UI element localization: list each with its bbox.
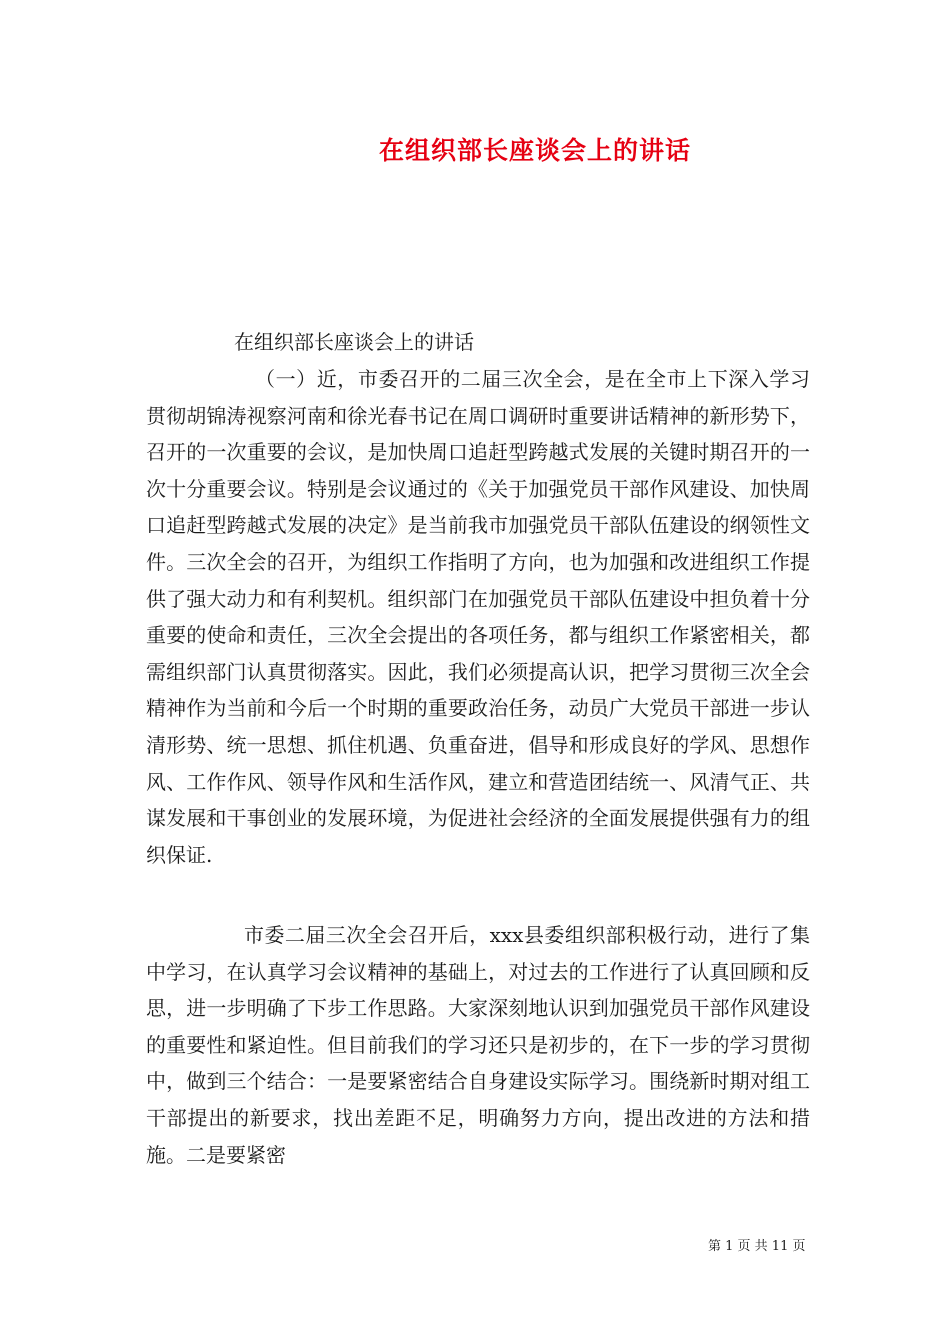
document-subtitle: 在组织部长座谈会上的讲话 bbox=[234, 330, 474, 354]
page-title: 在组织部长座谈会上的讲话 bbox=[378, 136, 691, 165]
body-paragraph-2: 市委二届三次全会召开后，xxx县委组织部积极行动，进行了集中学习，在认真学习会议精神的基础上，对过去的工作进行了认真回顾和反思，进一步明确了下步工作思路。大家深刻地认识到加强党员干部作风建设的重要性和紧迫性。但目前我们的学习还只是初步的，在下一步的学习贯彻中，做到三个结合：一是要紧密结合自身建设实际学习。围绕新时期对组工干部提出的新要求，找出差距不足，明确努力方向，提出改进的方法和措施。二是要紧密 bbox=[146, 923, 810, 1167]
body-paragraph-1: （一）近，市委召开的二届三次全会，是在全市上下深入学习贯彻胡锦涛视察河南和徐光春书记在周口调研时重要讲话精神的新形势下，召开的一次重要的会议，是加快周口追赶型跨越式发展的关键时期召开的一次十分重要会议。特别是会议通过的《关于加强党员干部作风建设、加快周口追赶型跨越式发展的决定》是当前我市加强党员干部队伍建设的纲领性文件。三次全会的召开，为组织工作指明了方向，也为加强和改进组织工作提供了强大动力和有利契机。组织部门在加强党员干部队伍建设中担负着十分重要的使命和责任，三次全会提出的各项任务，都与组织工作紧密相关，都需组织部门认真贯彻落实。因此，我们必须提高认识，把学习贯彻三次全会精神作为当前和今后一个时期的重要政治任务，动员广大党员干部进一步认清形势、统一思想、抓住机遇、负重奋进，倡导和形成良好的学风、思想作风、工作作风、领导作风和生活作风，建立和营造团结统一、风清气正、共谋发展和干事创业的发展环境，为促进社会经济的全面发展提供强有力的组织保证. bbox=[146, 367, 810, 867]
page-number: 第 1 页 共 11 页 bbox=[708, 1239, 806, 1254]
